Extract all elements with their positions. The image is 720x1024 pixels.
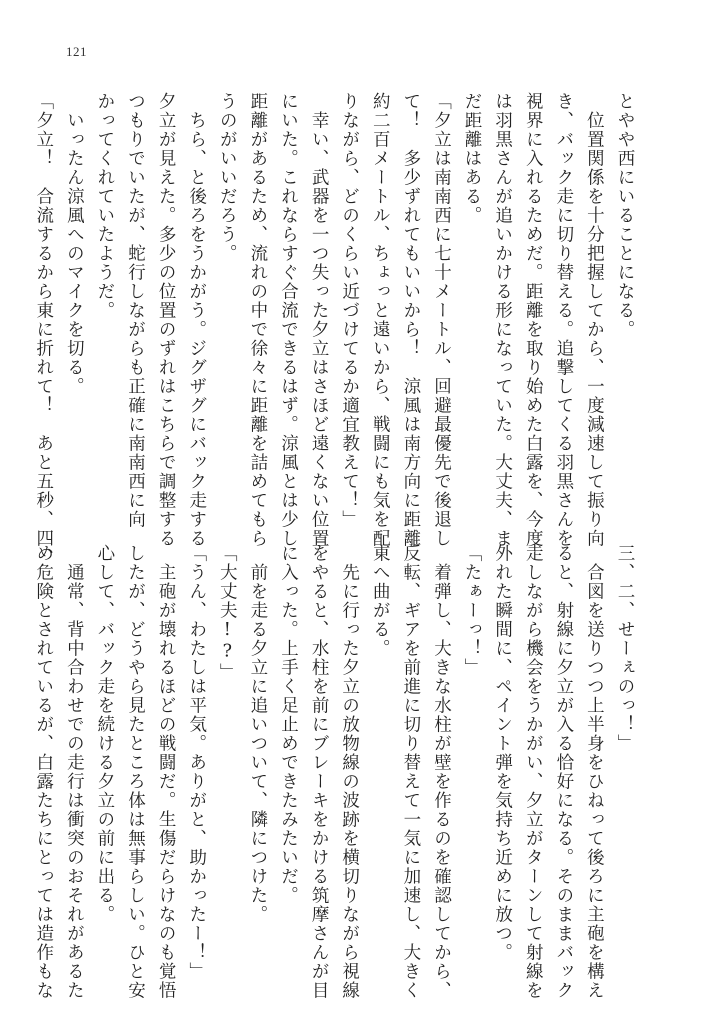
text-block-lower xyxy=(28,544,640,1000)
text-line: 「夕立！ 合流するから東に折れて！ あと五秒、四、 xyxy=(33,92,54,567)
text-line: 「うん、わたしは平気。ありがと、助かったー！」 xyxy=(186,544,207,981)
text-line: 約二百メートル、ちょっと遠いから、戦闘にも気を配 xyxy=(370,92,391,548)
text-line: したが、どうやら見たところ体は無事らしい。ひと安 xyxy=(125,544,146,1000)
text-line: て！ 多少ずれてもいいから！ 涼風は南方向に距離 xyxy=(400,92,421,548)
text-line: 「夕立は南南西に七十メートル、回避最優先で後退し xyxy=(431,92,452,548)
text-line: 先に行った夕立の放物線の波跡を横切りながら視線 xyxy=(339,544,360,1000)
text-line: 距離があるため、流れの中で徐々に距離を詰めてもら xyxy=(247,92,268,548)
text-line: 幸い、武器を一つ失った夕立はさほど遠くない位置 xyxy=(309,92,330,548)
text-line: 位置関係を十分把握してから、一度減速して振り向 xyxy=(584,92,605,548)
text-line: ちら、と後ろをうかがう。ジグザグにバック走する xyxy=(186,92,207,548)
text-line: 通常、背中合わせでの走行は衝突のおそれがあるた xyxy=(64,544,85,1000)
text-line: 合図を送りつつ上半身をひねって後ろに主砲を構え xyxy=(584,544,605,1000)
text-line: 三、二、せーぇのっ！」 xyxy=(615,544,635,753)
text-line: かってくれていたようだ。 xyxy=(94,92,115,320)
text-line: だ距離はある。 xyxy=(462,92,483,225)
text-line: は羽黒さんが追いかける形になっていた。大丈夫、ま xyxy=(492,92,513,548)
text-block-upper xyxy=(28,92,640,567)
page-number: 121 xyxy=(66,44,87,59)
text-line: 夕立が見えた。多少の位置のずれはこちらで調整する xyxy=(156,92,177,548)
text-line: 心して、バック走を続ける夕立の前に出る。 xyxy=(94,544,115,924)
text-line: 反転、ギアを前進に切り替えて一気に加速し、大きく xyxy=(400,544,421,1000)
text-line: 視界に入れるためだ。距離を取り始めた白露を、今度 xyxy=(523,92,544,548)
text-line: 「大丈夫!?」 xyxy=(217,544,238,682)
text-line: き、バック走に切り替える。追撃してくる羽黒さんを xyxy=(553,92,574,548)
text-line: うのがいいだろう。 xyxy=(217,92,238,263)
text-line: 主砲が壊れるほどの戦闘だ。生傷だらけなのも覚悟 xyxy=(156,544,177,1000)
text-line: 外れた瞬間に、ペイント弾を気持ち近めに放つ。 xyxy=(492,544,513,962)
text-line: をやると、水柱を前にブレーキをかける筑摩さんが目 xyxy=(309,544,330,1000)
text-line: 着弾し、大きな水柱が壁を作るのを確認してから、 xyxy=(431,544,452,1000)
text-line: いったん涼風へのマイクを切る。 xyxy=(64,92,85,396)
text-line: りながら、どのくらい近づけてるか適宜教えて！」 xyxy=(339,92,360,529)
text-line: 前を走る夕立に追いついて、隣につけた。 xyxy=(247,544,268,924)
text-line: ると、射線に夕立が入る恰好になる。そのままバック xyxy=(553,544,574,1000)
text-line: 走しながら機会をうかがい、夕立がターンして射線を xyxy=(523,544,544,1000)
text-line: め危険とされているが、白露たちにとっては造作もな xyxy=(33,544,54,1000)
text-line: 東へ曲がる。 xyxy=(370,544,391,658)
text-line: とやや西にいることになる。 xyxy=(615,92,635,339)
text-line: にいた。これならすぐ合流できるはず。涼風とは少し xyxy=(278,92,299,548)
text-line: つもりでいたが、蛇行しながらも正確に南南西に向 xyxy=(125,92,146,529)
text-line: 「たぁーっ！」 xyxy=(462,544,483,677)
text-line: に入った。上手く足止めできたみたいだ。 xyxy=(278,544,299,905)
